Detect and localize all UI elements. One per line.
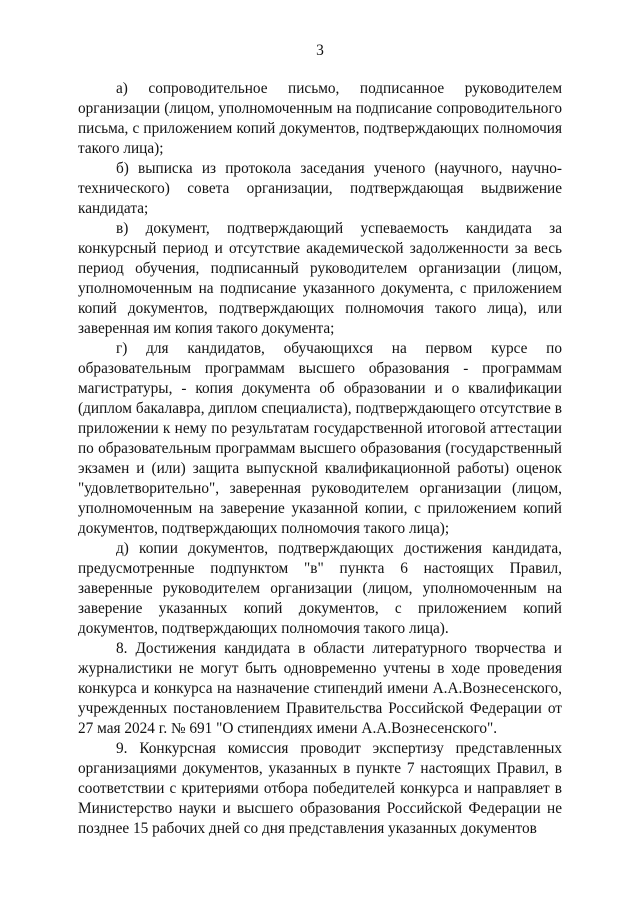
paragraph-item-9: 9. Конкурсная комиссия проводит экспертизу представленных организациями документов, указанных в пункте 7 настоящих Правил, в соответствии с критериями отбора победителей конкурса и направляет в Министерство науки и высшего образования Российской Федерации не позднее 15 рабочих дней со дня представления указанных документов	[78, 740, 562, 837]
paragraph-subitem-d: д) копии документов, подтверждающих достижения кандидата, предусмотренные подпунктом "в" пункта 6 настоящих Правил, заверенные руководителем организации (лицом, уполномоченным на заверение указанных копий документов, с приложением копий документов, подтверждающих полномочия такого лица).	[78, 540, 562, 637]
paragraph-subitem-v: в) документ, подтверждающий успеваемость кандидата за конкурсный период и отсутствие академической задолженности за весь период обучения, подписанный руководителем организации (лицом, уполномоченным на подписание указанного документа, с приложением копий документов, подтверждающих полномочия такого лица), или заверенная им копия такого документа;	[78, 220, 562, 337]
page-number: 3	[316, 42, 324, 59]
paragraph-subitem-b: б) выписка из протокола заседания ученого (научного, научно-технического) совета организации, подтверждающая выдвижение кандидата;	[78, 160, 562, 217]
paragraph-subitem-a: а) сопроводительное письмо, подписанное руководителем организации (лицом, уполномоченным на подписание сопроводительного письма, с приложением копий документов, подтверждающих полномочия такого лица);	[78, 80, 562, 157]
paragraph-subitem-g: г) для кандидатов, обучающихся на первом курсе по образовательным программам высшего образования - программам магистратуры, - копия документа об образовании и о квалификации (диплом бакалавра, диплом специалиста), подтверждающего отсутствие в приложении к нему по результатам государственной итоговой аттестации по образовательным программам высшего образования (государственный экзамен и (или) защита выпускной квалификационной работы) оценок "удовлетворительно", заверенная руководителем организации (лицом, уполномоченным на заверение указанной копии, с приложением копий документов, подтверждающих полномочия такого лица);	[78, 340, 562, 537]
document-body	[78, 79, 562, 839]
paragraph-item-8: 8. Достижения кандидата в области литературного творчества и журналистики не могут быть одновременно учтены в ходе проведения конкурса и конкурса на назначение стипендий имени А.А.Вознесенского, учрежденных постановлением Правительства Российской Федерации от 27 мая 2024 г. № 691 "О стипендиях имени А.А.Вознесенского".	[78, 640, 562, 737]
